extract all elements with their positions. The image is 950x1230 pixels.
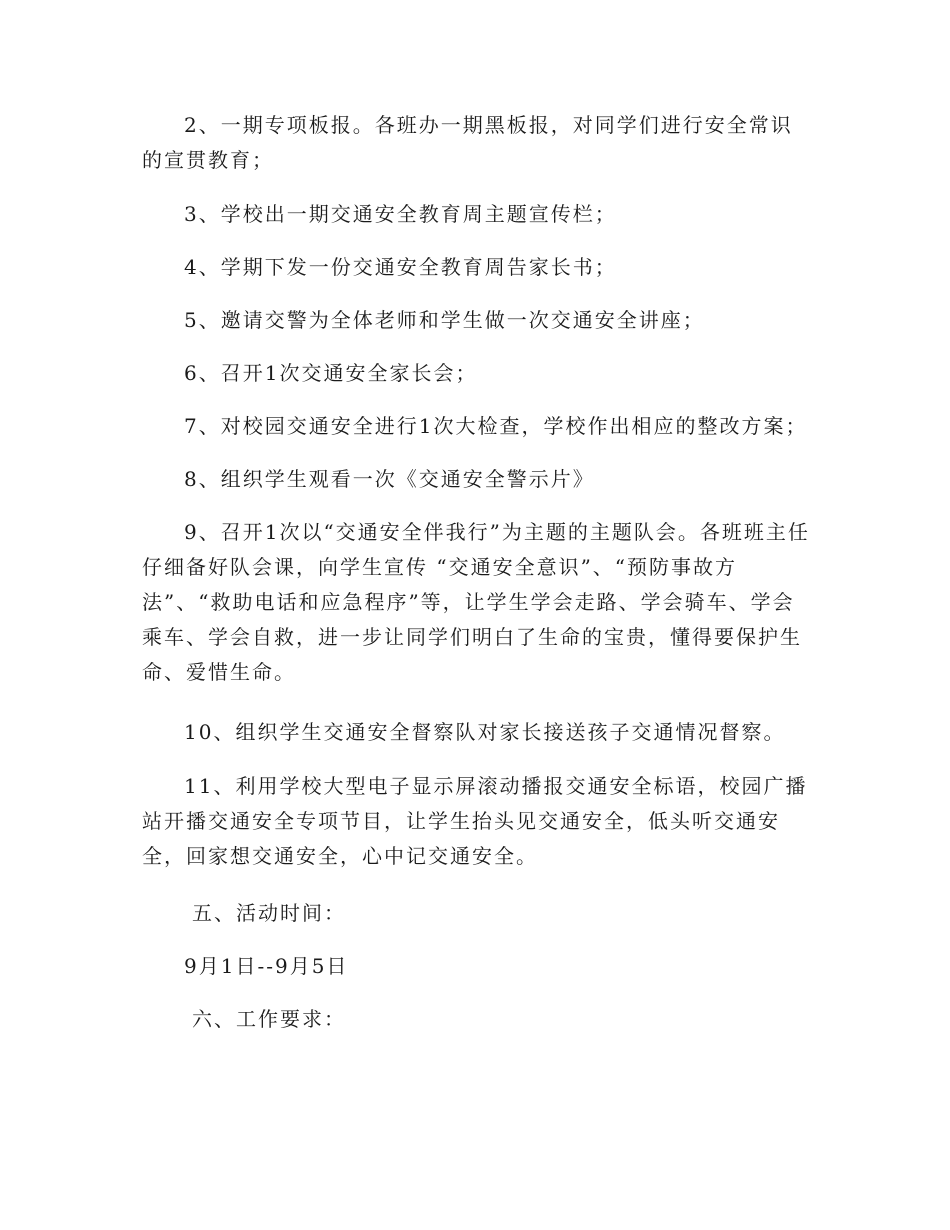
paragraph-item-6: 6、召开1次交通安全家长会； — [184, 361, 478, 385]
paragraph-item-3: 3、学校出一期交通安全教育周主题宣传栏； — [184, 202, 617, 226]
paragraph-item-7: 7、对校园交通安全进行1次大检查，学校作出相应的整改方案； — [184, 414, 808, 438]
paragraph-item-9: 9、召开1次以“交通安全伴我行”为主题的主题队会。各班班主任仔细备好队会课，向学生宣传 “交通安全意识”、“预防事故方法”、“救助电话和应急程序”等，让学生学会走路、学会骑车、学会乘车、学会自救，进一步让同学们明白了生命的宝贵，懂得要保护生命、爱惜生命。 — [142, 520, 810, 684]
activity-dates: 9月1日--9月5日 — [184, 954, 349, 978]
paragraph-item-11: 11、利用学校大型电子显示屏滚动播报交通安全标语，校园广播站开播交通安全专项节目，让学生抬头见交通安全，低头听交通安全，回家想交通安全，心中记交通安全。 — [142, 774, 808, 868]
paragraph-item-2: 2、一期专项板报。各班办一期黑板报，对同学们进行安全常识的宣贯教育； — [142, 113, 793, 172]
section-five-heading: 五、活动时间： — [192, 901, 346, 925]
paragraph-item-4: 4、学期下发一份交通安全教育周告家长书； — [184, 255, 617, 279]
paragraph-item-8: 8、组织学生观看一次《交通安全警示片》 — [184, 467, 595, 491]
section-six-heading: 六、工作要求： — [192, 1007, 346, 1031]
paragraph-item-10: 10、组织学生交通安全督察队对家长接送孩子交通情况督察。 — [184, 720, 786, 744]
paragraph-item-5: 5、邀请交警为全体老师和学生做一次交通安全讲座； — [184, 308, 705, 332]
